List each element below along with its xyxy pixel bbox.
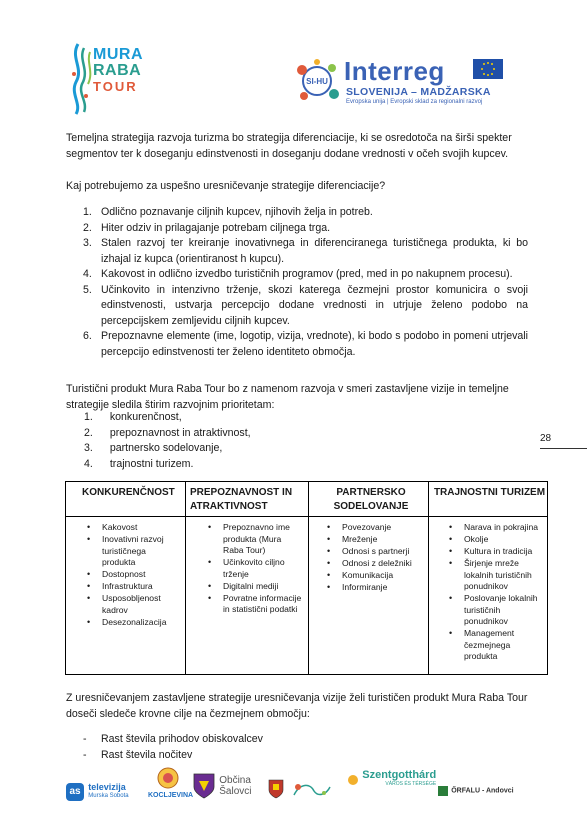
table-cell-item: • Usposobljenost kadrov xyxy=(80,593,182,616)
crest-icon xyxy=(268,779,284,799)
priorities-paragraph: Turistični produkt Mura Raba Tour bo z namenom razvoja v smeri zastavljene vizije in temeljne strategije sledila štirim razvojnim prioritetam: xyxy=(66,383,509,411)
table-cell-item: • Komunikacija xyxy=(320,570,426,582)
table-divider xyxy=(428,482,429,674)
table-cell-item: • Inovativni razvoj turističnega produkta xyxy=(80,534,182,569)
question-paragraph: Kaj potrebujemo za uspešno uresničevanje strategije diferenciacije? xyxy=(66,180,386,192)
obcina-salovci-logo: Občina Šalovci xyxy=(193,773,251,799)
interreg-title: Interreg xyxy=(344,56,445,86)
table-cell-item: • Povratne informacije in statistični podatki xyxy=(201,593,305,616)
kocljevina-logo: KOCLJEVINA xyxy=(148,767,188,800)
differentiation-requirements-list xyxy=(66,205,528,360)
tv-murska-sobota-logo: as televizija Murska Sobota xyxy=(66,783,129,801)
list-item: 2. prepoznavnost in atraktivnost, xyxy=(84,426,251,439)
eu-flag-icon xyxy=(473,59,503,79)
table-header-cell: TRAJNOSTNI TURIZEM xyxy=(433,487,546,498)
table-header-cell: PREPOZNAVNOST IN ATRAKTIVNOST xyxy=(190,487,293,512)
mura-raba-tour-wordmark xyxy=(93,47,143,95)
priorities-list xyxy=(66,410,251,472)
table-cell-item: • Odnosi s partnerji xyxy=(320,546,426,558)
table-cell-item: • Dostopnost xyxy=(80,569,182,581)
list-item: 1. Odlično poznavanje ciljnih kupcev, njihovih želja in potreb. xyxy=(83,206,373,218)
list-item: - Rast števila prihodov obiskovalcev xyxy=(66,732,263,748)
list-item: 5. Učinkovito in intenzivno trženje, skozi katerega čezmejni prostor komunicira o svoji edinstvenosti, ustvarja percepcijo dodane vrednosti in utrjuje želeno podobo na percepcijskem zemljevidu ciljnih kupcev. xyxy=(83,283,528,327)
table-cell-item: • Infrastruktura xyxy=(80,581,182,593)
list-item: 4. trajnostni turizem. xyxy=(84,457,194,470)
table-cell-item: • Narava in pokrajina xyxy=(442,522,548,534)
logo-line-tour: TOUR xyxy=(93,79,138,94)
table-divider xyxy=(308,482,309,674)
table-divider xyxy=(185,482,186,674)
interreg-badge-text: SI-HU xyxy=(306,77,328,86)
table-cell-item: • Povezovanje xyxy=(320,522,426,534)
table-cell-item: • Kakovost xyxy=(80,522,182,534)
table-cell-item: • Informiranje xyxy=(320,582,426,594)
goals-paragraph: Z uresničevanjem zastavljene strategije uresničevanja vizije želi turističen produkt Mura Raba Tour doseči sledeče krovne cilje na čezmejnem območju: xyxy=(66,692,528,720)
table-column-prepoznavnost xyxy=(201,522,305,616)
table-header-cell: PARTNERSKO SODELOVANJE xyxy=(333,487,409,512)
list-item: 3. Stalen razvoj ter kreiranje inovativnega in diferenciranega turističnega produkta, ki bo izhajal iz kupca (orientiranost h kupcu). xyxy=(83,237,528,265)
table-header-cell: KONKURENČNOST xyxy=(82,487,175,498)
list-item: 2. Hiter odziv in prilagajanje potrebam ciljnega trga. xyxy=(83,221,331,234)
table-cell-item: • Desezonalizacija xyxy=(80,617,182,629)
table-cell-item: • Prepoznavno ime produkta (Mura Raba Tour) xyxy=(201,522,305,557)
intro-paragraph: Temeljna strategija razvoja turizma bo strategija diferenciacije, ki se osredotoča na širši spekter segmentov ter k doseganju edinstvenosti in doseganju dodane vrednosti v očeh svojih kupcev. xyxy=(66,132,512,160)
orfalu-andovci-logo: ŐRFALU - Andovci xyxy=(437,785,514,797)
szentgotthard-logo: Szentgotthárd VÁROS ÉS TÉRSÉGE xyxy=(346,771,436,789)
table-cell-item: • Širjenje mreže lokalnih turističnih ponudnikov xyxy=(442,558,548,593)
logo-line-raba: RABA xyxy=(93,62,142,79)
seremvolk-logo xyxy=(290,779,334,803)
table-column-konkurencnost xyxy=(80,522,182,629)
tv-logo-icon: as xyxy=(66,783,84,801)
crest-logo xyxy=(268,779,284,801)
seremvolk-logo-icon xyxy=(290,779,334,801)
kocljevina-emblem-icon xyxy=(157,767,179,789)
page-number: 28 xyxy=(540,433,552,444)
page-number-rule xyxy=(540,448,587,449)
orfalu-emblem-icon xyxy=(437,785,449,797)
table-cell-item: • Poslovanje lokalnih turističnih ponudnikov xyxy=(442,593,548,628)
list-item: 1. konkurenčnost, xyxy=(84,411,182,423)
list-item: 3. partnersko sodelovanje, xyxy=(84,442,223,454)
table-header-rule xyxy=(66,516,547,517)
interreg-emblem-icon xyxy=(292,56,342,106)
table-cell-item: • Kultura in tradicija xyxy=(442,546,548,558)
table-cell-item: • Učinkovito ciljno trženje xyxy=(201,557,305,580)
table-cell-item: • Digitalni mediji xyxy=(201,581,305,593)
list-item: 4. Kakovost in odlično izvedbo turističnih programov (pred, med in po nakupnem procesu). xyxy=(83,268,513,280)
table-column-trajnostni xyxy=(442,522,548,663)
partner-logos xyxy=(0,765,587,815)
interreg-subtitle: SLOVENIJA – MADŽARSKA xyxy=(346,86,491,98)
goals-list xyxy=(66,732,263,763)
salovci-coat-of-arms-icon xyxy=(193,773,215,799)
table-cell-item: • Mreženje xyxy=(320,534,426,546)
priorities-table xyxy=(65,481,548,675)
table-cell-item: • Okolje xyxy=(442,534,548,546)
interreg-fund-text: Evropska unija | Evropski sklad za regionalni razvoj xyxy=(346,99,483,105)
szentgotthard-sun-icon xyxy=(346,773,360,787)
list-item: 6. Prepoznavne elemente (ime, logotip, vizija, vrednote), ki bodo s podobo in pomeni utrjevali percepcijo edinstvenosti ter želeno identiteto območja. xyxy=(83,330,528,358)
logo-line-mura: MURA xyxy=(93,46,143,63)
list-item: - Rast števila nočitev xyxy=(66,748,263,764)
table-cell-item: • Management čezmejnega produkta xyxy=(442,628,548,663)
table-column-partnersko xyxy=(320,522,426,594)
table-cell-item: • Odnosi z deležniki xyxy=(320,558,426,570)
